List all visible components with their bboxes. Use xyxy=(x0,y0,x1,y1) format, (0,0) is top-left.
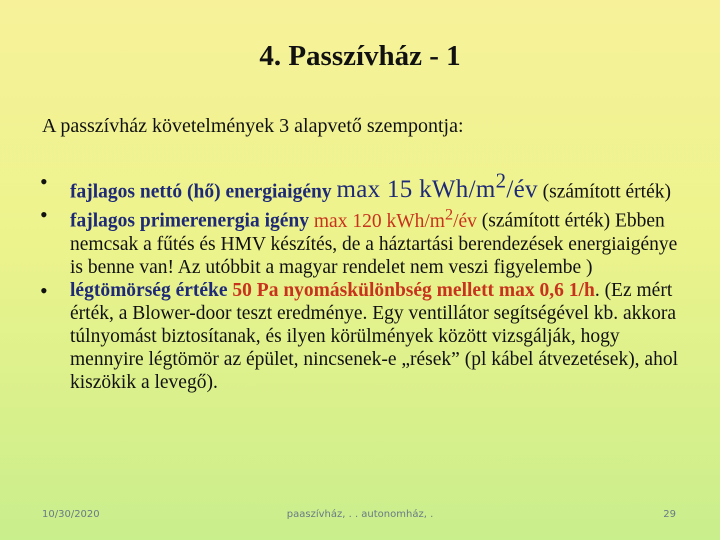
list-item xyxy=(40,279,688,394)
bullet2-value xyxy=(313,205,477,232)
bullet1-value-end: /év xyxy=(506,176,538,204)
bullet2-rest: (számított érték) Ebben nemcsak a fűtés és HMV készítés, de a háztartási berendezések energiaigénye is benne van! Az utóbbit a magyar rendelet nem veszi figyelembe ) xyxy=(70,210,678,278)
bullet2-label: fajlagos primerenergia igény xyxy=(70,210,314,232)
footer-date: 10/30/2020 xyxy=(42,509,100,520)
footer-center-text: paaszívház, . . autonomház, . xyxy=(286,509,434,520)
bullet2-value-text: max 120 kWh/m xyxy=(313,210,445,232)
bullet1-value-sup: 2 xyxy=(495,169,507,193)
bullet1-value xyxy=(336,169,538,204)
slide-title: 4. Passzívház - 1 xyxy=(259,40,461,72)
requirements-list xyxy=(40,170,688,394)
bullet3-label: légtömörség értéke xyxy=(70,279,233,301)
list-item xyxy=(40,170,688,203)
bullet2-value-end: /év xyxy=(453,210,477,232)
bullet1-label: fajlagos nettó (hő) energiaigény xyxy=(70,181,337,203)
list-item xyxy=(40,203,688,279)
bullet1-value-text: max 15 kWh/m xyxy=(336,176,496,204)
footer-page-number: 29 xyxy=(663,509,676,520)
bullet3-rest: . (Ez mért érték, a Blower-door teszt eredménye. Egy ventillátor segítségével kb. akkora túlnyomást biztosítanak, és ilyen körülmények között vizsgálják, hogy mennyire légtömör az épület, nincsenek-e „rések” (pl kábel átvezetések), ahol kiszökik a levegő). xyxy=(70,279,679,393)
intro-text: A passzívház követelmények 3 alapvető szempontja: xyxy=(42,115,464,137)
bullet2-value-sup: 2 xyxy=(444,205,454,224)
bullet3-value: 50 Pa nyomáskülönbség mellett max 0,6 1/h xyxy=(232,279,595,301)
bullet1-rest: (számított érték) xyxy=(537,181,671,203)
